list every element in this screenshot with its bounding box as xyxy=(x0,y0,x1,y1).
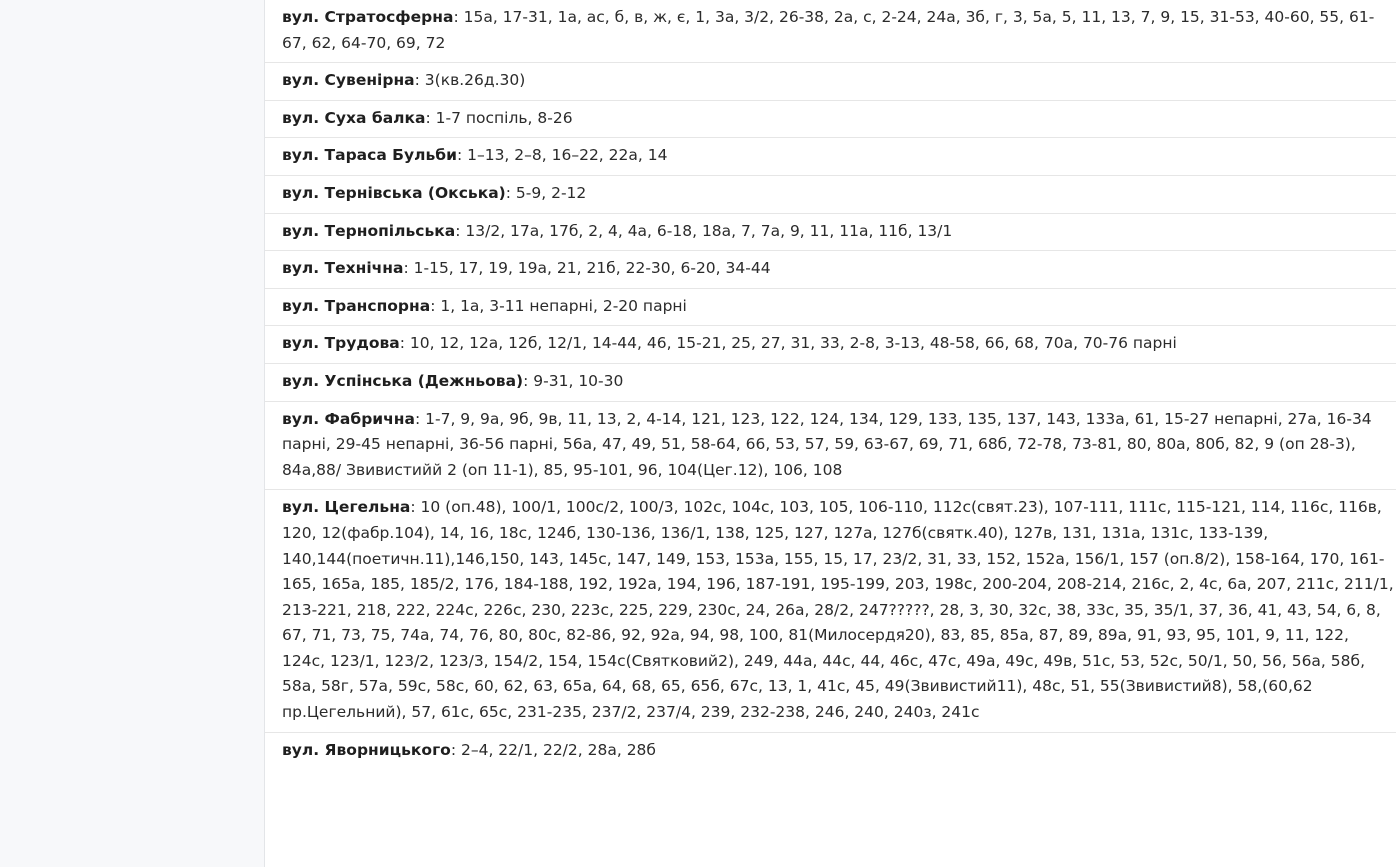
house-numbers: 2–4, 22/1, 22/2, 28а, 28б xyxy=(460,740,656,759)
street-list xyxy=(265,0,1396,769)
list-item: вул. Цегельна: 10 (оп.48), 100/1, 100с/2, 100/3, 102с, 104с, 103, 105, 106-110, 112с(свят.23), 107-111, 111с, 115-121, 114, 116с, 116в, 120, 12(фабр.104), 14, 16, 18с, 124б, 130-136, 136/1, 138, 125, 127, 127а, 127б(святк.40), 127в, 131, 131а, 131с, 133-139, 140,144(поетичн.11),146,150, 143, 145с, 147, 149, 153, 153а, 155, 15, 17, 23/2, 31, 33, 152, 152а, 156/1, 157 (оп.8/2), 158-164, 170, 161-165, 165а, 185, 185/2, 176, 184-188, 192, 192а, 194, 196, 187-191, 195-199, 203, 198с, 200-204, 208-214, 216с, 2, 4с, 6а, 207, 211с, 211/1, 213-221, 218, 222, 224с, 226с, 230, 223с, 225, 229, 230с, 24, 26а, 28/2, 247?????, 28, 3, 30, 32с, 38, 33с, 35, 35/1, 37, 36, 41, 43, 54, 6, 8, 67, 71, 73, 75, 74а, 74, 76, 80, 80с, 82-86, 92, 92а, 94, 98, 100, 81(Милосердя20), 83, 85, 85а, 87, 89, 89а, 91, 93, 95, 101, 9, 11, 122, 124с, 123/1, 123/2, 123/3, 154/2, 154, 154с(Святковий2), 249, 44а, 44с, 44, 46с, 47с, 49а, 49с, 49в, 51с, 53, 52с, 50/1, 50, 56, 56а, 58б, 58а, 58г, 57а, 59с, 58с, 60, 62, 63, 65а, 64, 68, 65, 65б, 67с, 13, 1, 41с, 45, 49(Звивистий11), 48с, 51, 55(Звивистий8), 58,(60,62 пр.Цегельний), 57, 61с, 65с, 231-235, 237/2, 237/4, 239, 232-238, 246, 240, 240з, 241с xyxy=(265,490,1396,732)
house-numbers: 1-7, 9, 9а, 9б, 9в, 11, 13, 2, 4-14, 121, 123, 122, 124, 134, 129, 133, 135, 137, 143, 133а, 61, 15-27 непарні, 27а, 16-34 парні, 29-45 непарні, 36-56 парні, 56а, 47, 49, 51, 58-64, 66, 53, 57, 59, 63-67, 69, 71, 68б, 72-78, 73-81, 80, 80а, 80б, 82, 9 (оп 28-3), 84а,88/ Звивистийй 2 (оп 11-1), 85, 95-101, 96, 104(Цег.12), 106, 108 xyxy=(282,409,1372,479)
list-item: вул. Суха балка: 1-7 поспіль, 8-26 xyxy=(265,101,1396,139)
house-numbers: 13/2, 17а, 17б, 2, 4, 4а, 6-18, 18а, 7, 7а, 9, 11, 11а, 11б, 13/1 xyxy=(465,221,953,240)
list-item: вул. Яворницького: 2–4, 22/1, 22/2, 28а, 28б xyxy=(282,740,656,759)
house-numbers: 1-7 поспіль, 8-26 xyxy=(435,108,573,127)
list-item: вул. Фабрична: 1-7, 9, 9а, 9б, 9в, 11, 13, 2, 4-14, 121, 123, 122, 124, 134, 129, 133, 135, 137, 143, 133а, 61, 15-27 непарні, 27а, 16-34 парні, 29-45 непарні, 36-56 парні, 56а, 47, 49, 51, 58-64, 66, 53, 57, 59, 63-67, 69, 71, 68б, 72-78, 73-81, 80, 80а, 80б, 82, 9 (оп 28-3), 84а,88/ Звивистийй 2 (оп 11-1), 85, 95-101, 96, 104(Цег.12), 106, 108 xyxy=(265,402,1396,491)
list-item: вул. Сувенірна: 3(кв.26д.30) xyxy=(265,63,1396,101)
house-numbers: 1-15, 17, 19, 19а, 21, 21б, 22-30, 6-20, 34-44 xyxy=(413,259,771,278)
street-name: вул. Сувенірна xyxy=(282,71,415,90)
street-name: вул. Тараса Бульби xyxy=(282,146,457,165)
house-numbers: 5-9, 2-12 xyxy=(515,183,587,202)
house-numbers: 15а, 17-31, 1а, ас, б, в, ж, є, 1, 3а, 3/2, 26-38, 2а, с, 2-24, 24а, 3б, г, 3, 5а, 5, 11, 13, 7, 9, 15, 31-53, 40-60, 55, 61-67, 62, 64-70, 69, 72 xyxy=(282,8,1375,52)
list-item: вул. Технічна: 1-15, 17, 19, 19а, 21, 21б, 22-30, 6-20, 34-44 xyxy=(265,251,1396,289)
house-numbers: 10, 12, 12а, 12б, 12/1, 14-44, 46, 15-21, 25, 27, 31, 33, 2-8, 3-13, 48-58, 66, 68, 70а, 70-76 парні xyxy=(409,334,1177,353)
street-name: вул. Тернівська (Окська) xyxy=(282,183,506,202)
street-name: вул. Фабрична xyxy=(282,409,415,428)
list-item: вул. Тернопільська: 13/2, 17а, 17б, 2, 4, 4а, 6-18, 18а, 7, 7а, 9, 11, 11а, 11б, 13/1 xyxy=(265,214,1396,252)
list-item: вул. Стратосферна: 15а, 17-31, 1а, ас, б, в, ж, є, 1, 3а, 3/2, 26-38, 2а, с, 2-24, 24а, 3б, г, 3, 5а, 5, 11, 13, 7, 9, 15, 31-53, 40-60, 55, 61-67, 62, 64-70, 69, 72 xyxy=(265,0,1396,63)
list-item: вул. Успінська (Дежньова): 9-31, 10-30 xyxy=(265,364,1396,402)
house-numbers: 3(кв.26д.30) xyxy=(424,71,526,90)
house-numbers: 10 (оп.48), 100/1, 100с/2, 100/3, 102с, 104с, 103, 105, 106-110, 112с(свят.23), 107-111, 111с, 115-121, 114, 116с, 116в, 120, 12(фабр.104), 14, 16, 18с, 124б, 130-136, 136/1, 138, 125, 127, 127а, 127б(святк.40), 127в, 131, 131а, 131с, 133-139, 140,144(поетичн.11),146,150, 143, 145с, 147, 149, 153, 153а, 155, 15, 17, 23/2, 31, 33, 152, 152а, 156/1, 157 (оп.8/2), 158-164, 170, 161-165, 165а, 185, 185/2, 176, 184-188, 192, 192а, 194, 196, 187-191, 195-199, 203, 198с, 200-204, 208-214, 216с, 2, 4с, 6а, 207, 211с, 211/1, 213-221, 218, 222, 224с, 226с, 230, 223с, 225, 229, 230с, 24, 26а, 28/2, 247?????, 28, 3, 30, 32с, 38, 33с, 35, 35/1, 37, 36, 41, 43, 54, 6, 8, 67, 71, 73, 75, 74а, 74, 76, 80, 80с, 82-86, 92, 92а, 94, 98, 100, 81(Милосердя20), 83, 85, 85а, 87, 89, 89а, 91, 93, 95, 101, 9, 11, 122, 124с, 123/1, 123/2, 123/3, 154/2, 154, 154с(Святковий2), 249, 44а, 44с, 44, 46с, 47с, 49а, 49с, 49в, 51с, 53, 52с, 50/1, 50, 56, 56а, 58б, 58а, 58г, 57а, 59с, 58с, 60, 62, 63, 65а, 64, 68, 65, 65б, 67с, 13, 1, 41с, 45, 49(Звивистий11), 48с, 51, 55(Звивистий8), 58,(60,62 пр.Цегельний), 57, 61с, 65с, 231-235, 237/2, 237/4, 239, 232-238, 246, 240, 240з, 241с xyxy=(282,498,1394,722)
street-name: вул. Стратосферна xyxy=(282,8,454,26)
street-name: вул. Технічна xyxy=(282,259,404,278)
list-item: вул. Тернівська (Окська): 5-9, 2-12 xyxy=(265,176,1396,214)
house-numbers: 1–13, 2–8, 16–22, 22а, 14 xyxy=(467,146,668,165)
street-name: вул. Тернопільська xyxy=(282,221,456,240)
list-item: вул. Тараса Бульби: 1–13, 2–8, 16–22, 22а, 14 xyxy=(265,138,1396,176)
street-name: вул. Цегельна xyxy=(282,498,411,517)
house-numbers: 1, 1а, 3-11 непарні, 2-20 парні xyxy=(440,296,687,315)
list-item: вул. Транспорна: 1, 1а, 3-11 непарні, 2-20 парні xyxy=(265,289,1396,327)
street-name: вул. Успінська (Дежньова) xyxy=(282,371,524,390)
house-numbers: 9-31, 10-30 xyxy=(533,371,624,390)
street-name: вул. Трудова xyxy=(282,334,400,353)
street-name: вул. Транспорна xyxy=(282,296,431,315)
left-sidebar-gutter xyxy=(0,0,265,867)
street-name: вул. Яворницького xyxy=(282,740,451,759)
list-item: вул. Трудова: 10, 12, 12а, 12б, 12/1, 14-44, 46, 15-21, 25, 27, 31, 33, 2-8, 3-13, 48-58, 66, 68, 70а, 70-76 парні xyxy=(265,326,1396,364)
street-name: вул. Суха балка xyxy=(282,108,426,127)
